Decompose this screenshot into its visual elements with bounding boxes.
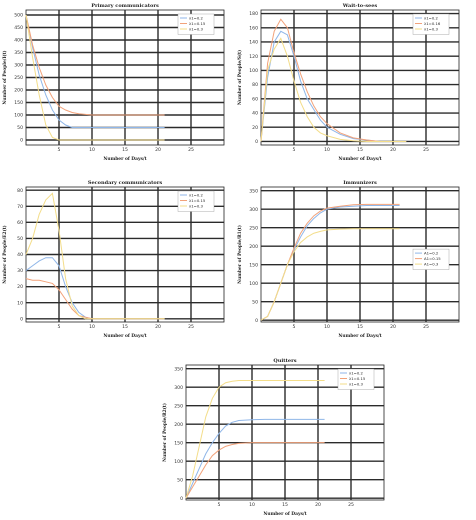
x-tick-label: 10	[89, 325, 95, 330]
y-tick-label: 100	[174, 459, 183, 465]
quitters-chart	[160, 355, 388, 520]
x-tick-label: 15	[122, 148, 128, 153]
y-tick-label: 180	[249, 12, 258, 18]
y-tick-label: 10	[17, 301, 23, 307]
legend-label: A1=0.2	[424, 250, 439, 256]
legend-label: λ1=0.3	[424, 26, 438, 32]
y-tick-label: 0	[255, 318, 258, 324]
x-axis-label: Number of Days/t	[103, 334, 147, 339]
y-tick-label: 100	[14, 113, 23, 119]
y-tick-label: 300	[14, 63, 23, 69]
primary-communicators-chart	[0, 0, 228, 165]
legend-label: λ1=0.16	[424, 20, 441, 26]
chart-title: Quitters	[273, 358, 297, 364]
y-tick-label: 50	[177, 478, 183, 484]
y-tick-label: 150	[14, 101, 23, 107]
y-tick-label: 200	[14, 88, 23, 94]
y-axis-label: Number of People/R1(t)	[238, 225, 243, 284]
x-tick-label: 10	[324, 148, 330, 153]
chart-title: Primary communicators	[91, 3, 159, 9]
x-tick-label: 25	[423, 148, 429, 153]
y-tick-label: 300	[174, 385, 183, 391]
y-tick-label: 100	[249, 281, 258, 287]
x-tick-label: 10	[89, 148, 95, 153]
secondary-communicators-chart	[0, 177, 228, 342]
y-tick-label: 250	[249, 226, 258, 232]
x-tick-label: 5	[57, 148, 61, 153]
x-tick-label: 5	[217, 503, 221, 508]
y-tick-label: 140	[249, 40, 258, 46]
x-tick-label: 5	[292, 325, 296, 330]
y-axis-label: Number of People/S(t)	[238, 49, 243, 106]
x-tick-label: 15	[282, 503, 288, 508]
chart-title: Immunizers	[343, 180, 377, 186]
wait-to-sees-chart	[235, 0, 463, 165]
legend-label: λ1=0.15	[189, 197, 206, 203]
x-tick-label: 20	[390, 148, 396, 153]
x-tick-label: 20	[390, 325, 396, 330]
legend-label: λ1=0.15	[349, 375, 366, 381]
y-tick-label: 250	[174, 404, 183, 410]
legend-label: λ1=0.15	[189, 20, 206, 26]
y-axis-label: Number of People/E2(t)	[3, 225, 8, 284]
chart-title: Wait-to-sees	[342, 3, 378, 9]
y-tick-label: 50	[17, 237, 23, 243]
y-tick-label: 60	[252, 97, 258, 103]
y-tick-label: 80	[252, 83, 258, 89]
legend-label: A1=0.3	[424, 261, 439, 267]
y-tick-label: 40	[252, 111, 258, 117]
legend-label: λ1=0.3	[349, 381, 363, 387]
immunizers-chart	[235, 177, 463, 342]
y-tick-label: 350	[174, 367, 183, 373]
y-tick-label: 350	[249, 189, 258, 195]
chart-svg	[0, 177, 228, 342]
x-tick-label: 25	[188, 148, 194, 153]
x-axis-label: Number of Days/t	[263, 512, 307, 517]
y-tick-label: 30	[17, 269, 23, 275]
y-tick-label: 350	[14, 51, 23, 57]
x-tick-label: 25	[188, 325, 194, 330]
y-tick-label: 20	[252, 125, 258, 131]
legend-label: λ1=0.3	[189, 26, 203, 32]
legend	[413, 249, 449, 270]
y-tick-label: 40	[17, 253, 23, 259]
y-tick-label: 500	[14, 13, 23, 19]
x-axis-label: Number of Days/t	[103, 157, 147, 162]
x-tick-label: 20	[155, 148, 161, 153]
y-tick-label: 0	[180, 496, 183, 502]
x-tick-label: 10	[249, 503, 255, 508]
x-tick-label: 25	[423, 325, 429, 330]
y-tick-label: 0	[20, 317, 23, 323]
y-tick-label: 20	[17, 285, 23, 291]
legend-label: λ1=0.2	[424, 15, 438, 21]
y-tick-label: 60	[17, 220, 23, 226]
x-axis-label: Number of Days/t	[338, 334, 382, 339]
chart-svg	[235, 0, 463, 165]
y-tick-label: 150	[249, 263, 258, 269]
legend-label: A1=0.15	[424, 255, 441, 261]
legend-label: λ1=0.3	[189, 203, 203, 209]
y-tick-label: 50	[252, 300, 258, 306]
legend-label: λ1=0.2	[349, 370, 363, 376]
y-tick-label: 200	[249, 244, 258, 250]
legend	[178, 191, 214, 212]
y-tick-label: 300	[249, 207, 258, 213]
y-tick-label: 120	[249, 54, 258, 60]
legend-label: λ1=0.2	[189, 192, 203, 198]
y-tick-label: 400	[14, 38, 23, 44]
y-tick-label: 250	[14, 76, 23, 82]
y-tick-label: 70	[17, 204, 23, 210]
y-tick-label: 100	[249, 68, 258, 74]
chart-svg	[160, 355, 388, 520]
y-axis-label: Number of People/I(t)	[3, 50, 8, 105]
y-tick-label: 0	[20, 138, 23, 144]
chart-title: Secondary communicators	[87, 180, 163, 186]
legend	[413, 14, 449, 35]
x-tick-label: 15	[122, 325, 128, 330]
y-tick-label: 0	[255, 140, 258, 146]
y-tick-label: 450	[14, 26, 23, 32]
chart-svg	[235, 177, 463, 342]
y-tick-label: 150	[174, 441, 183, 447]
legend	[338, 369, 374, 390]
x-tick-label: 5	[292, 148, 296, 153]
y-tick-label: 50	[17, 126, 23, 132]
y-tick-label: 80	[17, 188, 23, 194]
x-tick-label: 15	[357, 148, 363, 153]
y-tick-label: 160	[249, 26, 258, 32]
x-tick-label: 20	[155, 325, 161, 330]
x-tick-label: 5	[57, 325, 61, 330]
y-tick-label: 200	[174, 422, 183, 428]
x-axis-label: Number of Days/t	[338, 157, 382, 162]
x-tick-label: 10	[324, 325, 330, 330]
chart-svg	[0, 0, 228, 165]
y-axis-label: Number of People/R2(t)	[163, 403, 168, 462]
legend	[178, 14, 214, 35]
x-tick-label: 20	[315, 503, 321, 508]
x-tick-label: 15	[357, 325, 363, 330]
x-tick-label: 25	[348, 503, 354, 508]
legend-label: λ1=0.2	[189, 15, 203, 21]
